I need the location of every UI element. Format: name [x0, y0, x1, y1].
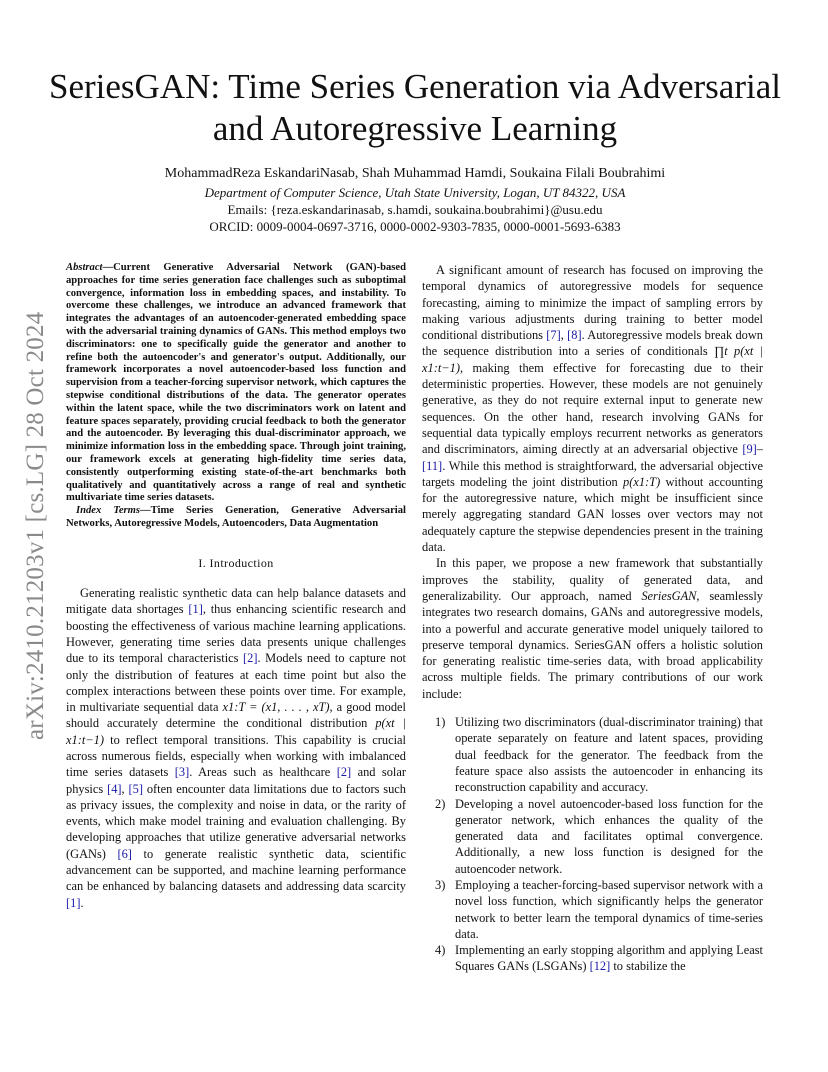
text-run: .	[80, 895, 84, 910]
text-run: . While this method is straightforward, the adversarial objective targets modeling the joint distribution	[422, 458, 763, 489]
list-number: 2)	[435, 796, 446, 811]
contribution-text: Utilizing two discriminators (dual-discriminator training) that operate separately on feature and latent spaces, providing dual feedback for the generator. The feedback from the feature space also assists the autoencoder in enhancing its reconstruction capability and accuracy.	[455, 715, 763, 795]
citation-link[interactable]: [9]	[742, 442, 757, 457]
citation-link[interactable]: [7]	[546, 328, 561, 343]
author-emails: Emails: {reza.eskandarinasab, s.hamdi, soukaina.boubrahimi}@usu.edu	[227, 202, 603, 217]
citation-link[interactable]: [1]	[188, 602, 203, 617]
list-number: 1)	[435, 715, 446, 730]
text-run: to reflect temporal transitions. This capability is crucial across numerous fields, especially when working with imbalanced time series datasets	[66, 732, 406, 780]
contribution-item	[422, 942, 763, 975]
citation-link[interactable]: [5]	[128, 781, 143, 796]
contribution-text: Developing a novel autoencoder-based loss function for the generator network, which enhances the quality of the generated data and facilitates optimal convergence. Additionally, a new loss function is designed for the autoencoder network.	[455, 796, 763, 876]
contribution-item	[422, 796, 763, 877]
math-expression: x1:T = (x1, . . . , xT)	[222, 700, 330, 715]
text-run: , thus enhancing scientific research and boosting the effectiveness of various machine learning applications. However, generating time series data presents unique challenges due to its temporal characteristics	[66, 602, 406, 666]
text-run: , making them effective for forecasting due to their deterministic properties. However, these models are not genuinely generative, as they do not require external input to generate new sequences. On the other hand, research involving GANs for sequential data typically employs recurrent networks as generators and discriminators, aiming directly at an adversarial objective	[422, 360, 763, 457]
text-run: , a good model should accurately determine the conditional distribution	[66, 700, 406, 731]
left-column	[66, 262, 406, 911]
text-run: to generate realistic synthetic data, scientific advancement can be supported, and machine learning performance can be enhanced by balancing datasets and addressing data scarcity	[66, 846, 406, 894]
math-expression: p(xt | x1:t−1)	[66, 716, 406, 747]
contribution-text: Employing a teacher-forcing-based supervisor network with a novel loss function, which significantly helps the generator network to better learn the temporal dynamics of time-series data.	[455, 877, 763, 941]
author-names: MohammadReza EskandariNasab, Shah Muhammad Hamdi, Soukaina Filali Boubrahimi	[164, 166, 666, 181]
citation-link[interactable]: [2]	[336, 765, 352, 780]
text-run: ,	[560, 328, 568, 343]
abstract-lead: Abstract	[66, 262, 103, 273]
index-terms-text: —Time Series Generation, Generative Adversarial Networks, Autoregressive Models, Autoencoders, Data Augmentation	[66, 505, 406, 529]
intro-paragraph-3	[422, 555, 763, 702]
math-expression: ∏t p(xt | x1:t−1)	[422, 344, 763, 375]
citation-link[interactable]: [11]	[422, 458, 443, 473]
citation-link[interactable]: [4]	[107, 781, 122, 796]
arxiv-identifier-stamp: arXiv:2410.21203v1 [cs.LG] 28 Oct 2024	[22, 311, 49, 740]
author-affiliation: Department of Computer Science, Utah State University, Logan, UT 84322, USA	[204, 185, 626, 200]
citation-link[interactable]: [2]	[243, 651, 258, 666]
abstract	[66, 262, 406, 505]
intro-paragraph-1	[66, 585, 406, 911]
text-run: and solar physics	[66, 765, 406, 796]
text-run: . Models need to capture not only the distribution of features at each time point but also the complex interactions between these points over time. For example, in multivariate sequential data	[66, 651, 406, 715]
paper-title: SeriesGAN: Time Series Generation via Adversarial and Autoregressive Learning	[49, 67, 781, 148]
citation-link[interactable]: [3]	[174, 765, 190, 780]
contributions-list	[422, 714, 763, 975]
right-column	[422, 262, 763, 975]
list-number: 3)	[435, 877, 446, 892]
citation-link[interactable]: [12]	[589, 959, 611, 974]
index-terms	[66, 505, 406, 531]
citation-link[interactable]: [8]	[567, 328, 582, 343]
citation-link[interactable]: [1]	[66, 895, 81, 910]
list-number: 4)	[435, 943, 446, 958]
contribution-item	[422, 877, 763, 942]
text-run: . Autoregressive models break down the sequence distribution into a series of conditionals	[422, 328, 763, 359]
text-run: , seamlessly integrates two research domains, GANs and autoregressive models, into a powerful and accurate generative model uniquely tailored to preserve temporal dynamics. SeriesGAN offers a holistic solution for generating realistic time-series data, with broad applicability across multiple fields. The primary contributions of our work include:	[422, 588, 763, 701]
author-block	[40, 164, 790, 235]
index-terms-lead: Index Terms	[76, 505, 141, 517]
math-expression: p(x1:T)	[623, 474, 661, 489]
citation-link[interactable]: [6]	[117, 846, 132, 861]
text-run: –	[756, 442, 763, 457]
text-run: A significant amount of research has focused on improving the temporal dynamics of autoregressive models for sequence forecasting, aiming to minimize the impact of sampling errors by making various adjustments during training to better model conditional distributions	[422, 263, 763, 343]
text-run: . Areas such as healthcare	[189, 765, 337, 780]
text-run: ,	[121, 781, 129, 796]
abstract-text: —Current Generative Adversarial Network (GAN)-based approaches for time series generation face challenges such as suboptimal convergence, information loss in embedding spaces, and instability. To overcome these challenges, we introduce an advanced framework that integrates the advantages of an autoencoder-generated embedding space with the adversarial training dynamics of GANs. This method employs two discriminators: one to specifically guide the generator and another to refine both the autoencoder's and generator's output. Additionally, our framework incorporates a novel autoencoder-based loss function and supervision from a teacher-forcing supervisor network, which captures the stepwise conditional distributions of the data. The generator operates within the latent space, while the two discriminators work on latent and feature spaces separately, providing crucial feedback to both the generator and the autoencoder. By leveraging this dual-discriminator approach, we minimize information loss in the embedding space. Through joint training, our framework excels at generating high-fidelity time series data, consistently outperforming existing state-of-the-art benchmarks both qualitatively and quantitatively across a range of real and synthetic multivariate time series datasets.	[66, 262, 406, 504]
intro-paragraph-2	[422, 262, 763, 555]
text-run: often encounter data limitations due to factors such as privacy issues, the complexity and noise in data, or the rarity of events, which make model training and evaluation challenging. By developing approaches that utilize generative adversarial networks (GANs)	[66, 781, 406, 861]
author-orcid: ORCID: 0009-0004-0697-3716, 0000-0002-9303-7835, 0000-0001-5693-6383	[209, 219, 621, 234]
text-run: In this paper, we propose a new framework that substantially improves the stability, quality of generated data, and generalizability. Our approach, named	[422, 556, 763, 603]
contribution-item	[422, 714, 763, 795]
method-name: SeriesGAN	[641, 588, 697, 603]
text-run: Generating realistic synthetic data can help balance datasets and mitigate data shortages	[66, 586, 406, 617]
contribution-text: to stabilize the	[610, 959, 686, 974]
text-run: without accounting for the autoregressive nature, which might be insufficient since merely aggregating standard GAN losses over vectors may not adequately capture the stepwise dependencies present in the training data.	[422, 474, 763, 555]
contribution-text: Implementing an early stopping algorithm and applying Least Squares GANs (LSGANs)	[455, 943, 763, 974]
section-heading-introduction: I. Introduction	[198, 555, 274, 570]
